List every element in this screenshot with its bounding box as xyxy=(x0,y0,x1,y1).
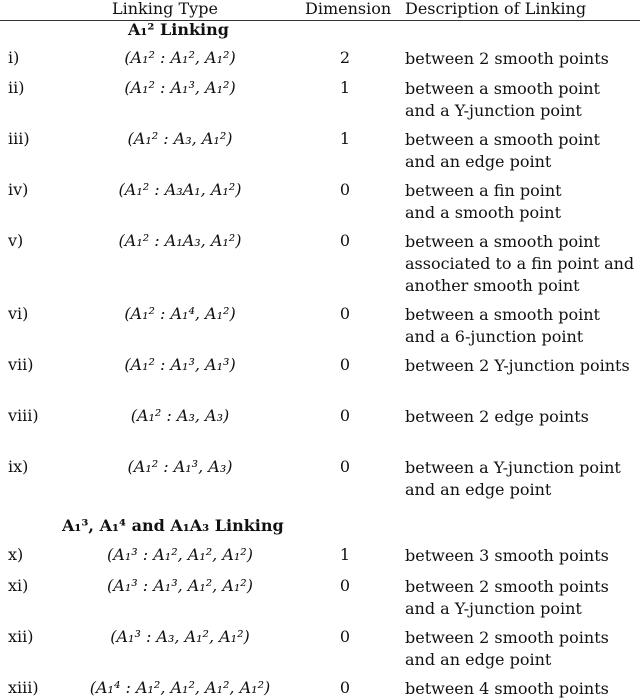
row-index: ii) xyxy=(8,78,25,97)
row-dimension: 0 xyxy=(339,678,351,697)
row-dimension: 0 xyxy=(339,457,351,476)
row-dimension: 0 xyxy=(339,576,351,595)
description-line: and an edge point xyxy=(405,480,552,499)
row-linking-type: (A₁² : A₁⁴, A₁²) xyxy=(124,304,236,323)
row-linking-type: (A₁³ : A₁², A₁², A₁²) xyxy=(107,545,253,564)
row-linking-type: (A₁² : A₃, A₃) xyxy=(130,406,230,425)
description-line: and an edge point xyxy=(405,650,552,669)
header-dimension: Dimension xyxy=(305,0,392,18)
row-description xyxy=(405,231,634,297)
row-index: ix) xyxy=(8,457,29,476)
row-dimension: 0 xyxy=(339,304,351,323)
row-description xyxy=(405,545,609,567)
description-line: between a Y-junction point xyxy=(405,458,621,477)
row-index: vi) xyxy=(8,304,29,323)
row-dimension: 0 xyxy=(339,231,351,250)
description-line: associated to a fin point and xyxy=(405,254,635,273)
description-line: another smooth point xyxy=(405,276,580,295)
description-line: between 2 smooth points xyxy=(405,628,609,647)
description-line: between 2 Y-junction points xyxy=(405,356,630,375)
description-line: between 2 smooth points xyxy=(405,49,609,68)
row-description xyxy=(405,355,630,377)
row-linking-type: (A₁³ : A₃, A₁², A₁²) xyxy=(110,627,250,646)
header-linking-type: Linking Type xyxy=(112,0,218,18)
row-linking-type: (A₁² : A₁³, A₃) xyxy=(127,457,233,476)
row-linking-type: (A₁² : A₁A₃, A₁²) xyxy=(118,231,242,250)
row-linking-type: (A₁² : A₁², A₁²) xyxy=(124,48,236,67)
row-description xyxy=(405,576,609,620)
description-line: and a smooth point xyxy=(405,203,561,222)
row-linking-type: (A₁² : A₃A₁, A₁²) xyxy=(118,180,242,199)
row-dimension: 0 xyxy=(339,627,351,646)
row-linking-type: (A₁² : A₁³, A₁²) xyxy=(124,78,236,97)
row-description xyxy=(405,678,609,700)
description-line: between a smooth point xyxy=(405,130,600,149)
row-description xyxy=(405,180,562,224)
row-dimension: 0 xyxy=(339,180,351,199)
description-line: between a smooth point xyxy=(405,305,600,324)
header-description: Description of Linking xyxy=(405,0,587,18)
description-line: between 4 smooth points xyxy=(405,679,609,698)
row-index: xi) xyxy=(8,576,29,595)
description-line: between a smooth point xyxy=(405,232,600,251)
row-index: vii) xyxy=(8,355,34,374)
row-description xyxy=(405,304,600,348)
row-dimension: 0 xyxy=(339,406,351,425)
row-dimension: 1 xyxy=(339,129,351,148)
row-linking-type: (A₁⁴ : A₁², A₁², A₁², A₁²) xyxy=(89,678,271,697)
description-line: and an edge point xyxy=(405,152,552,171)
section-a1-3-linking: A₁³, A₁⁴ and A₁A₃ Linking xyxy=(62,516,284,535)
row-index: iii) xyxy=(8,129,30,148)
row-linking-type: (A₁³ : A₁³, A₁², A₁²) xyxy=(107,576,253,595)
section-a1-2-linking: A₁² Linking xyxy=(128,20,229,39)
row-description xyxy=(405,129,600,173)
row-index: iv) xyxy=(8,180,29,199)
row-description xyxy=(405,78,600,122)
row-description xyxy=(405,457,621,501)
description-line: between a fin point xyxy=(405,181,562,200)
row-index: i) xyxy=(8,48,20,67)
row-index: v) xyxy=(8,231,24,250)
row-index: xiii) xyxy=(8,678,39,697)
row-dimension: 0 xyxy=(339,355,351,374)
description-line: and a Y-junction point xyxy=(405,101,582,120)
header-rule xyxy=(0,20,640,21)
row-index: x) xyxy=(8,545,24,564)
description-line: between 2 edge points xyxy=(405,407,589,426)
row-linking-type: (A₁² : A₃, A₁²) xyxy=(127,129,233,148)
row-dimension: 1 xyxy=(339,545,351,564)
row-description xyxy=(405,627,609,671)
row-description xyxy=(405,48,609,70)
description-line: between a smooth point xyxy=(405,79,600,98)
description-line: and a 6-junction point xyxy=(405,327,584,346)
row-linking-type: (A₁² : A₁³, A₁³) xyxy=(124,355,236,374)
row-dimension: 1 xyxy=(339,78,351,97)
row-index: xii) xyxy=(8,627,34,646)
row-dimension: 2 xyxy=(339,48,351,67)
description-line: between 3 smooth points xyxy=(405,546,609,565)
description-line: and a Y-junction point xyxy=(405,599,582,618)
row-index: viii) xyxy=(8,406,39,425)
description-line: between 2 smooth points xyxy=(405,577,609,596)
row-description xyxy=(405,406,589,428)
